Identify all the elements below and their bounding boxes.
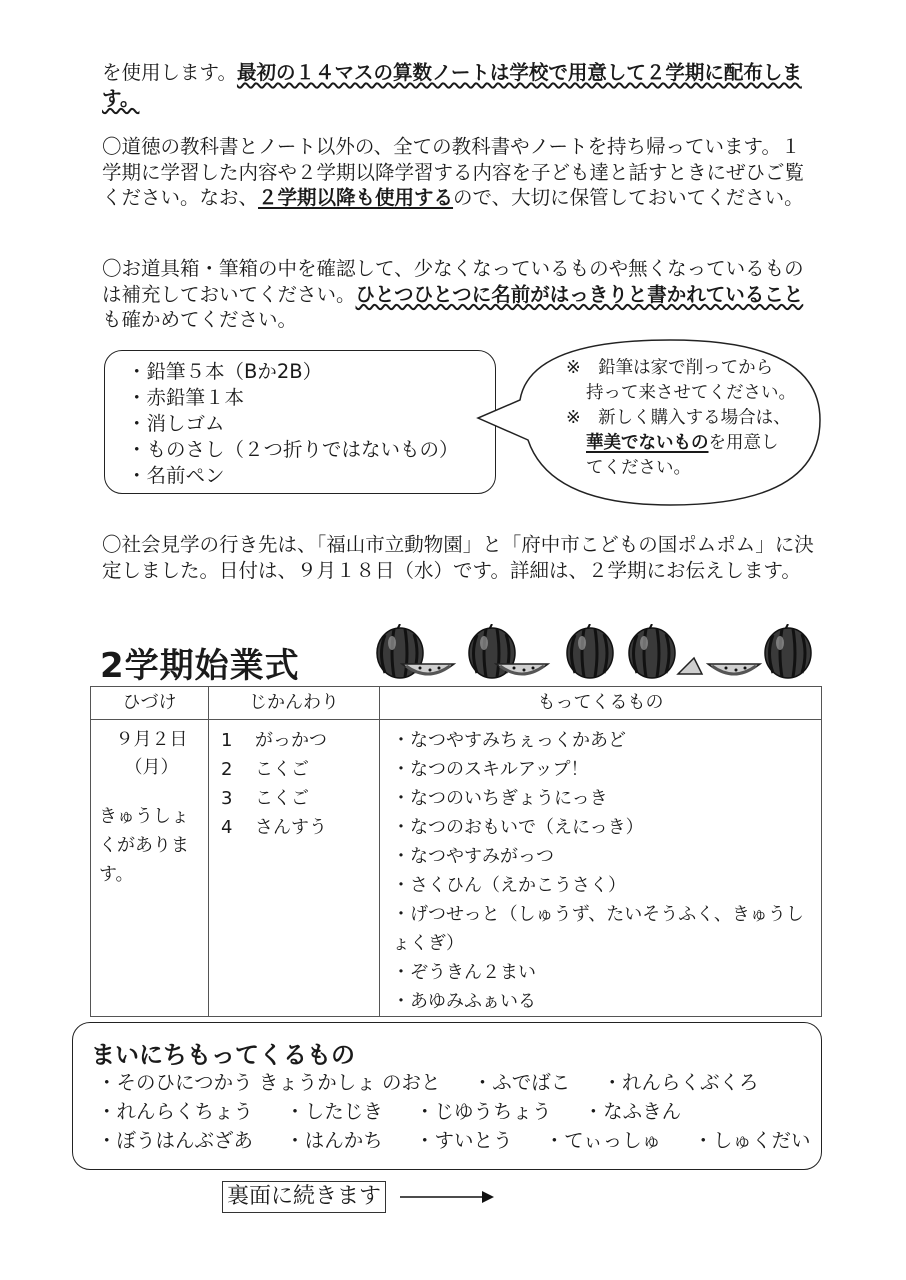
tools-text: 〇お道具箱・筆箱の中を確認して、少なくなっているものや無くなっているものは補充しておいてください。 (102, 257, 804, 306)
period-number: 4 (221, 817, 233, 838)
header-timetable: じかんわり (209, 687, 380, 720)
daily-item: ・そのひにつかう きょうかしょ のおと (97, 1071, 441, 1094)
daily-item: ・れんらくちょう (97, 1100, 254, 1123)
ceremony-title: 2学期始業式 (100, 646, 300, 686)
list-item: ・なつやすみがっつ (392, 846, 554, 867)
period-row (221, 726, 379, 755)
daily-items-box (72, 1022, 822, 1170)
list-item: ・なつのいちぎょうにっき (392, 788, 608, 809)
list-item: ・なつのおもいで（えにっき） (392, 817, 644, 838)
period-subject: こくご (255, 759, 309, 780)
daily-item: ・すいとう (414, 1129, 513, 1152)
intro-text: を使用します。 (102, 61, 237, 84)
ceremony-date: ９月２日 (115, 729, 188, 750)
period-subject: こくご (255, 788, 309, 809)
daily-item: ・しゅくだい (693, 1129, 811, 1152)
timetable-cell (209, 720, 380, 1017)
daily-item: ・てぃっしゅ (544, 1129, 662, 1152)
name-notice: ひとつひとつに名前がはっきりと書かれていること (355, 282, 804, 306)
list-item: ・なつのスキルアップ！ (392, 759, 589, 780)
ceremony-weekday: （月） (124, 757, 179, 778)
list-item: ・ぞうきん２まい (392, 962, 536, 983)
intro-paragraph-tools (102, 256, 814, 333)
period-subject: さんすう (255, 817, 327, 838)
daily-item: ・したじき (285, 1100, 383, 1123)
period-number: 3 (221, 788, 233, 809)
list-item: ・あゆみふぁいる (392, 991, 536, 1012)
period-number: 1 (221, 730, 233, 751)
daily-items-title: まいにちもってくるもの (91, 1041, 355, 1069)
continue-on-back-label: 裏面に続きます (222, 1181, 386, 1213)
keep-notice: ２学期以降も使用する (258, 186, 454, 209)
table-row (91, 720, 822, 1017)
daily-item: ・ふでばこ (472, 1071, 571, 1094)
intro-paragraph-textbooks (102, 134, 814, 211)
daily-item: ・じゆうちょう (414, 1100, 552, 1123)
tools-text-end: も確かめてください。 (102, 308, 298, 331)
bubble-line: ※ 鉛筆は家で削ってから (566, 358, 774, 378)
intro-paragraph-notebook (102, 60, 814, 111)
period-subject: がっかつ (255, 730, 327, 751)
notebook-notice: 最初の１４マスの算数ノートは学校で用意して２学期に配布します。 (102, 61, 802, 110)
date-cell (91, 720, 209, 1017)
bubble-line: てください。 (586, 458, 691, 478)
bubble-line: ※ 新しく購入する場合は、 (566, 408, 791, 428)
textbook-text-end: ので、大切に保管しておいてください。 (453, 186, 804, 209)
daily-item: ・ぼうはんぶざあ (97, 1129, 254, 1152)
field-trip-paragraph: 〇社会見学の行き先は、「福山市立動物園」と「府中市こどもの国ポムポム」に決定しました。日付は、９月１８日（水）です。詳細は、２学期にお伝えします。 (102, 533, 814, 582)
speech-bubble (566, 356, 826, 481)
ceremony-schedule-table (90, 686, 822, 1017)
header-items: もってくるもの (380, 687, 822, 720)
period-row (221, 755, 379, 784)
textbook-text: 〇道徳の教科書とノート以外の、全ての教科書やノートを持ち帰っています。１学期に学習した内容や２学期以降学習する内容を子ども達と話すときにぜひご覧ください。なお、 (102, 135, 805, 209)
period-row (221, 813, 379, 842)
arrow-right-icon (398, 1187, 498, 1207)
daily-items-row (97, 1125, 837, 1153)
daily-items-row (97, 1096, 707, 1124)
supply-item: ・赤鉛筆１本 (127, 386, 245, 409)
header-date: ひづけ (91, 687, 209, 720)
daily-item: ・はんかち (285, 1129, 383, 1152)
supply-item: ・ものさし（２つ折りではないもの） (127, 438, 459, 461)
period-number: 2 (221, 759, 233, 780)
period-row (221, 784, 379, 813)
list-item: ・さくひん（えかこうさく） (392, 875, 626, 896)
bubble-text: を用意し (708, 433, 779, 453)
table-header-row (91, 687, 822, 720)
items-cell (380, 720, 822, 1017)
daily-items-row (97, 1067, 784, 1095)
list-item: ・げつせっと（しゅうず、たいそうふく、きゅうしょくぎ） (392, 904, 804, 954)
watermelon-icons (372, 624, 822, 684)
daily-item: ・れんらくぶくろ (602, 1071, 759, 1094)
bubble-line: 持って来させてください。 (586, 383, 796, 403)
supply-item: ・消しゴム (127, 412, 225, 435)
lunch-note: きゅうしょくがあります。 (99, 806, 189, 885)
supply-item: ・鉛筆５本（Bか2B） (127, 360, 323, 383)
bubble-line (566, 431, 826, 456)
plain-notice: 華美でないもの (586, 433, 709, 453)
supply-item: ・名前ペン (127, 464, 225, 487)
daily-item: ・なふきん (583, 1100, 682, 1123)
supplies-box (104, 350, 496, 494)
list-item: ・なつやすみちぇっくかあど (392, 730, 626, 751)
